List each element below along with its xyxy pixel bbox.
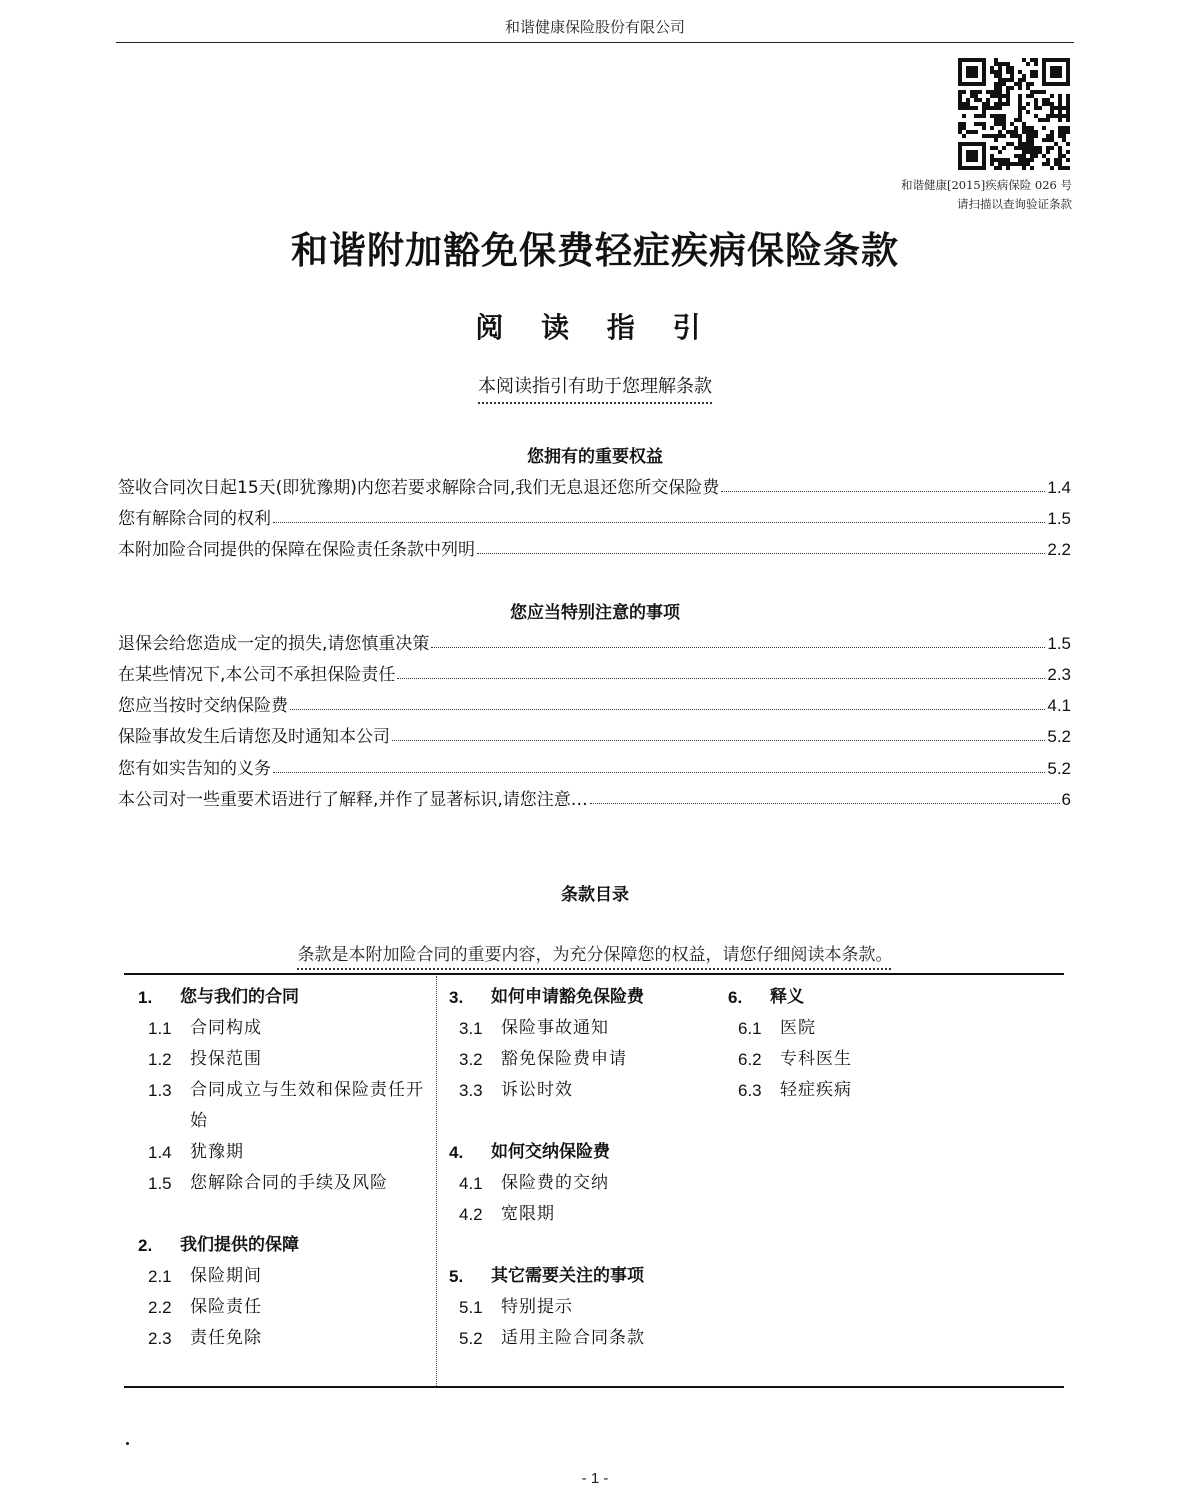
toc-item[interactable] — [449, 1323, 719, 1354]
toc-item-number: 2.3 — [148, 1329, 172, 1348]
notice-item[interactable] — [118, 755, 1071, 779]
toc-section-title: 如何交纳保险费 — [491, 1142, 610, 1162]
notice-item-text: 退保会给您造成一定的损失,请您慎重决策 — [118, 634, 430, 654]
toc-item-label: 责任免除 — [190, 1328, 262, 1348]
notice-item-text: 在某些情况下,本公司不承担保险责任 — [118, 665, 396, 685]
toc-item-label: 保险事故通知 — [501, 1018, 609, 1038]
toc-item-number: 6.1 — [738, 1019, 762, 1038]
toc-section-title: 释义 — [770, 987, 804, 1007]
toc-section-number: 3. — [449, 988, 464, 1007]
toc-section-number: 6. — [728, 988, 743, 1007]
notice-item[interactable] — [118, 692, 1071, 716]
leader-dots — [721, 491, 1045, 492]
toc-item-label: 专科医生 — [780, 1049, 852, 1069]
toc-item[interactable] — [138, 1013, 428, 1044]
rights-item-ref: 2.2 — [1047, 540, 1071, 559]
toc-item-number: 6.2 — [738, 1050, 762, 1069]
leader-dots — [431, 647, 1045, 648]
toc-box-bottom-rule — [124, 1386, 1064, 1388]
toc-box-top-rule — [124, 973, 1064, 975]
toc-item-number: 2.2 — [148, 1298, 172, 1317]
toc-item-label: 合同构成 — [190, 1018, 262, 1038]
toc-item[interactable] — [138, 1292, 428, 1323]
toc-item-number: 5.1 — [459, 1298, 483, 1317]
toc-item[interactable] — [449, 1168, 719, 1199]
notice-item-ref: 6 — [1061, 790, 1071, 809]
toc-item-label: 合同成立与生效和保险责任开始 — [190, 1080, 424, 1131]
toc-section-number: 4. — [449, 1143, 464, 1162]
page-number: - 1 - — [581, 1470, 609, 1487]
toc-item-number: 5.2 — [459, 1329, 483, 1348]
toc-item-label: 犹豫期 — [190, 1142, 244, 1162]
notice-item[interactable] — [118, 661, 1071, 685]
toc-item-label: 保险责任 — [190, 1297, 262, 1317]
toc-column-2 — [449, 982, 719, 1354]
toc-note — [0, 940, 1190, 965]
leader-dots — [290, 709, 1045, 710]
toc-item-number: 1.3 — [148, 1081, 172, 1100]
toc-item-label: 豁免保险费申请 — [501, 1049, 627, 1069]
toc-section-heading[interactable] — [449, 982, 719, 1013]
rights-item[interactable] — [118, 474, 1071, 498]
toc-item-number: 4.2 — [459, 1205, 483, 1224]
toc-item-number: 1.2 — [148, 1050, 172, 1069]
notice-item-ref: 5.2 — [1047, 759, 1071, 778]
rights-heading: 您拥有的重要权益 — [527, 447, 663, 467]
notice-item[interactable] — [118, 723, 1071, 747]
toc-item[interactable] — [728, 1075, 978, 1106]
notice-item-text: 您有如实告知的义务 — [118, 759, 271, 779]
toc-title: 条款目录 — [561, 885, 629, 905]
toc-item[interactable] — [449, 1292, 719, 1323]
rights-item-ref: 1.4 — [1047, 478, 1071, 497]
rights-item-text: 您有解除合同的权利 — [118, 509, 271, 529]
spacer — [138, 1199, 428, 1230]
toc-item-number: 1.4 — [148, 1143, 172, 1162]
toc-item-label: 轻症疾病 — [780, 1080, 852, 1100]
toc-section-number: 1. — [138, 988, 153, 1007]
leader-dots — [590, 803, 1060, 804]
leader-dots — [397, 678, 1045, 679]
toc-item[interactable] — [138, 1261, 428, 1292]
spacer — [449, 1230, 719, 1261]
toc-item-number: 4.1 — [459, 1174, 483, 1193]
toc-item-label: 诉讼时效 — [501, 1080, 573, 1100]
toc-section-title: 其它需要关注的事项 — [491, 1266, 644, 1286]
spacer — [449, 1106, 719, 1137]
toc-item[interactable] — [138, 1168, 428, 1199]
toc-section-heading[interactable] — [138, 1230, 428, 1261]
rights-item[interactable] — [118, 536, 1071, 560]
toc-section-heading[interactable] — [138, 982, 428, 1013]
toc-section-number: 5. — [449, 1267, 464, 1286]
toc-column-divider — [436, 976, 437, 1386]
toc-item-number: 3.3 — [459, 1081, 483, 1100]
toc-item[interactable] — [449, 1044, 719, 1075]
leader-dots — [477, 553, 1045, 554]
toc-item[interactable] — [138, 1323, 428, 1354]
reading-guide-intro — [0, 372, 1190, 398]
toc-item[interactable] — [728, 1044, 978, 1075]
toc-note-text: 条款是本附加险合同的重要内容，为充分保障您的权益，请您仔细阅读本条款。 — [297, 945, 893, 965]
toc-section-heading[interactable] — [449, 1137, 719, 1168]
notices-heading: 您应当特别注意的事项 — [510, 603, 680, 623]
leader-dots — [273, 772, 1045, 773]
notice-item-ref: 1.5 — [1047, 634, 1071, 653]
toc-item[interactable] — [138, 1075, 428, 1137]
toc-section-number: 2. — [138, 1236, 153, 1255]
rights-item-text: 签收合同次日起15天(即犹豫期)内您若要求解除合同,我们无息退还您所交保险费 — [118, 478, 720, 498]
toc-item[interactable] — [449, 1075, 719, 1106]
rights-item-text: 本附加险合同提供的保障在保险责任条款中列明 — [118, 540, 475, 560]
toc-section-heading[interactable] — [728, 982, 978, 1013]
toc-item-number: 2.1 — [148, 1267, 172, 1286]
toc-item-label: 宽限期 — [501, 1204, 555, 1224]
toc-item[interactable] — [138, 1137, 428, 1168]
qr-caption-registration: 和谐健康[2015]疾病保险 026 号 — [901, 178, 1072, 192]
document-title: 和谐附加豁免保费轻症疾病保险条款 — [291, 229, 899, 272]
toc-item-number: 3.2 — [459, 1050, 483, 1069]
toc-section-title: 如何申请豁免保险费 — [491, 987, 644, 1007]
rights-item[interactable] — [118, 505, 1071, 529]
toc-item[interactable] — [138, 1044, 428, 1075]
notice-item-text: 您应当按时交纳保险费 — [118, 696, 288, 716]
toc-item-label: 保险期间 — [190, 1266, 262, 1286]
reading-guide-heading: 阅 读 指 引 — [475, 311, 715, 344]
leader-dots — [273, 522, 1045, 523]
toc-item-number: 1.1 — [148, 1019, 172, 1038]
qr-code-image — [958, 58, 1070, 170]
toc-item-label: 您解除合同的手续及风险 — [190, 1173, 388, 1193]
toc-section-title: 您与我们的合同 — [180, 987, 299, 1007]
toc-section-heading[interactable] — [449, 1261, 719, 1292]
qr-caption-scan-hint: 请扫描以查询验证条款 — [957, 197, 1072, 211]
stray-mark — [126, 1442, 129, 1445]
qr-caption — [901, 176, 1072, 214]
notice-item-ref: 4.1 — [1047, 696, 1071, 715]
toc-item[interactable] — [449, 1013, 719, 1044]
notice-item-text: 保险事故发生后请您及时通知本公司 — [118, 727, 390, 747]
notice-item-ref: 2.3 — [1047, 665, 1071, 684]
leader-dots — [392, 740, 1045, 741]
notice-item-ref: 5.2 — [1047, 727, 1071, 746]
header-divider — [116, 42, 1074, 43]
toc-item-label: 投保范围 — [190, 1049, 262, 1069]
toc-item-label: 医院 — [780, 1018, 816, 1038]
notice-item-text: 本公司对一些重要术语进行了解释,并作了显著标识,请您注意… — [118, 790, 588, 810]
toc-item-label: 适用主险合同条款 — [501, 1328, 645, 1348]
toc-item[interactable] — [728, 1013, 978, 1044]
header-company-name: 和谐健康保险股份有限公司 — [504, 18, 685, 36]
toc-item-label: 特别提示 — [501, 1297, 573, 1317]
toc-item[interactable] — [449, 1199, 719, 1230]
toc-column-1 — [138, 982, 428, 1354]
rights-item-ref: 1.5 — [1047, 509, 1071, 528]
toc-item-label: 保险费的交纳 — [501, 1173, 609, 1193]
notice-item[interactable] — [118, 630, 1071, 654]
toc-item-number: 1.5 — [148, 1174, 172, 1193]
toc-section-title: 我们提供的保障 — [180, 1235, 299, 1255]
toc-item-number: 6.3 — [738, 1081, 762, 1100]
notice-item[interactable] — [118, 786, 1071, 810]
reading-guide-intro-text: 本阅读指引有助于您理解条款 — [478, 376, 712, 397]
toc-column-3 — [728, 982, 978, 1106]
toc-item-number: 3.1 — [459, 1019, 483, 1038]
